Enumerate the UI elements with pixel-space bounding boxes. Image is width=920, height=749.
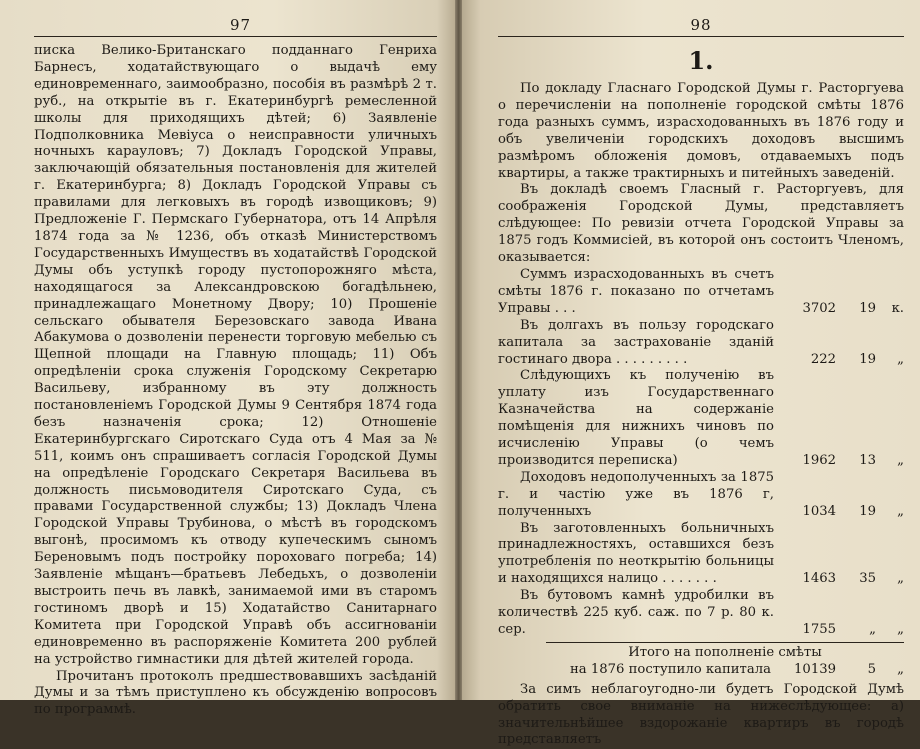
right-page (462, 0, 920, 748)
ledger-kop: 19 (859, 300, 876, 316)
ledger-row-text: Въ заготовленныхъ больничныхъ принадлежностяхъ, оставшихся безъ употребленія по неоткрытію больницы и находящихся налицо . . . . . . . (498, 520, 774, 587)
ledger-row (498, 588, 904, 639)
left-page (0, 0, 455, 718)
ledger-kop: 13 (859, 452, 876, 468)
closing-paragraph: За симъ неблагоугодно-ли будетъ Городской Думѣ обратить свое вниманіе на нижеслѣдующее: а) значительнѣйшее вздорожаніе квартиръ въ городѣ представляетъ (498, 681, 904, 748)
ledger (498, 267, 904, 639)
ledger-kop: 35 (859, 571, 876, 587)
ledger-kop: 19 (859, 351, 876, 367)
ledger-unit: „ (897, 503, 904, 519)
ledger-unit: „ (897, 452, 904, 468)
ledger-row (498, 521, 904, 589)
total-row (546, 662, 904, 679)
header-rule-left (34, 36, 437, 37)
ledger-row (498, 368, 904, 469)
book-gutter (455, 0, 462, 700)
ledger-rub: 3702 (802, 300, 836, 316)
right-paragraph-2: Въ докладѣ своемъ Гласный г. Расторгуевъ, для соображенія Городской Думы, представляетъ слѣдующее: По ревизіи отчета Городской Управы за 1875 годъ Коммисіей, въ которой онъ состоитъ Членомъ, оказывается: (498, 182, 904, 266)
total-kop: 5 (867, 661, 876, 677)
ledger-rub: 1962 (802, 452, 836, 468)
ledger-row-text: Суммъ израсходованныхъ въ счетъ смѣты 1876 г. показано по отчетамъ Управы . . . (498, 266, 774, 316)
ledger-row-text: Въ бутовомъ камнѣ удробилки въ количествѣ 225 куб. саж. по 7 р. 80 к. сер. (498, 588, 774, 637)
ledger-row (498, 470, 904, 521)
ledger-kop: 19 (859, 503, 876, 519)
ledger-rub: 1034 (802, 503, 836, 519)
ledger-rub: 1755 (802, 622, 836, 637)
ledger-rub: 1463 (802, 571, 836, 587)
ledger-total (546, 642, 904, 679)
ledger-unit: „ (897, 351, 904, 367)
total-line-2: на 1876 поступило капитала (570, 661, 771, 677)
page-number-right: 98 (690, 16, 712, 34)
ledger-row-text: Слѣдующихъ къ полученію въ уплату изъ Государственнаго Казначейства на содержаніе помѣщенія для нижнихъ чиновъ по исчисленію Управы (о чемъ производится переписка) (498, 368, 774, 468)
section-heading: 1. (688, 46, 714, 75)
ledger-row-text: Доходовъ недополученныхъ за 1875 г. и частію уже въ 1876 г, полученныхъ (498, 469, 774, 519)
ledger-row (498, 318, 904, 369)
ledger-unit: к. (891, 300, 904, 316)
left-page-text (34, 43, 437, 719)
left-paragraph-1: писка Велико-Британскаго подданнаго Генриха Барнесъ, ходатайствующаго о выдачѣ ему единовременнаго, заимообразно, пособія въ размѣрѣ 2 т. руб., на открытіе въ г. Екатеринбургѣ ремесленной школы для приходящихъ дѣтей; 6) Заявленіе Подполковника Мевіуса о неисправности уличныхъ ночныхъ карауловъ; 7) Докладъ Городской Управы, заключающій обязательныя постановленія для жителей г. Екатеринбурга; 8) Докладъ Городской Управы съ правилами для легковыхъ въ городѣ извощиковъ; 9) Предложеніе Г. Пермскаго Губернатора, отъ 14 Апрѣля 1874 года за № 1236, объ отказѣ Министерствомъ Государственныхъ Имуществъ въ ходатайствѣ Городской Думы объ уступкѣ городу пустопорожняго мѣста, находящагося за Александровскою богадѣльнею, принадлежащаго Монетному Двору; 10) Прошеніе сельскаго обывателя Березовскаго завода Ивана Абакумова о дозволеніи перенести торговую мебелью съ Щепной площади на Главную площадь; 11) Объ опредѣленіи срока служенія Городскому Секретарю Васильеву, избранному въ эту должность постановленіемъ Городской Думы 9 Сентября 1874 года безъ назначенія срока; 12) Отношеніе Екатеринбургскаго Сиротскаго Суда отъ 4 Мая за № 511, коимъ онъ спрашиваетъ согласія Городской Думы на опредѣленіе Городскаго Секретаря Васильева въ должность письмоводителя Сиротскаго Суда, съ правами Государственной службы; 13) Докладъ Члена Городской Управы Трубинова, о мѣстѣ въ городскомъ выгонѣ, просимомъ къ отводу купеческимъ сыномъ Береновымъ подъ постройку пороховаго погреба; 14) Заявленіе мѣщанъ—братьевъ Лебедьхъ, о дозволеніи выстроить печь въ лавкѣ, занимаемой ими въ старомъ гостиномъ дворѣ и 15) Ходатайство Санитарнаго Комитета при Городской Управѣ объ ассигнованіи единовременно въ распоряженіе Комитета 200 рублей на устройство гимнастики для дѣтей жителей города. (34, 43, 437, 667)
header-rule-right (498, 36, 904, 37)
ledger-unit: „ (897, 571, 904, 587)
ledger-row-text: Въ долгахъ въ пользу городскаго капитала за застрахованіе зданій гостинаго двора . . . . . . . . . (498, 317, 774, 367)
ledger-row (498, 267, 904, 318)
total-unit: „ (897, 661, 904, 677)
ledger-unit: „ (897, 622, 904, 637)
right-page-text (498, 81, 904, 749)
total-line-1: Итого на пополненіе смѣты (628, 644, 822, 660)
right-paragraph-1: По докладу Гласнаго Городской Думы г. Расторгуева о перечисленіи на пополненіе городской смѣты 1876 года разныхъ суммъ, израсходованныхъ въ 1876 году и объ увеличеніи городскихъ доходовъ высшимъ размѣромъ обложенія домовъ, отдаваемыхъ подъ квартиры, а также трактирныхъ и питейныхъ заведеній. (498, 81, 904, 181)
ledger-rub: 222 (810, 351, 836, 367)
left-paragraph-2: Прочитанъ протоколъ предшествовавшихъ засѣданій Думы и за тѣмъ приступлено къ обсужденію вопросовъ по программѣ. (34, 668, 437, 718)
ledger-kop: „ (869, 622, 876, 637)
page-number-left: 97 (229, 16, 252, 34)
total-rub: 10139 (794, 661, 836, 677)
